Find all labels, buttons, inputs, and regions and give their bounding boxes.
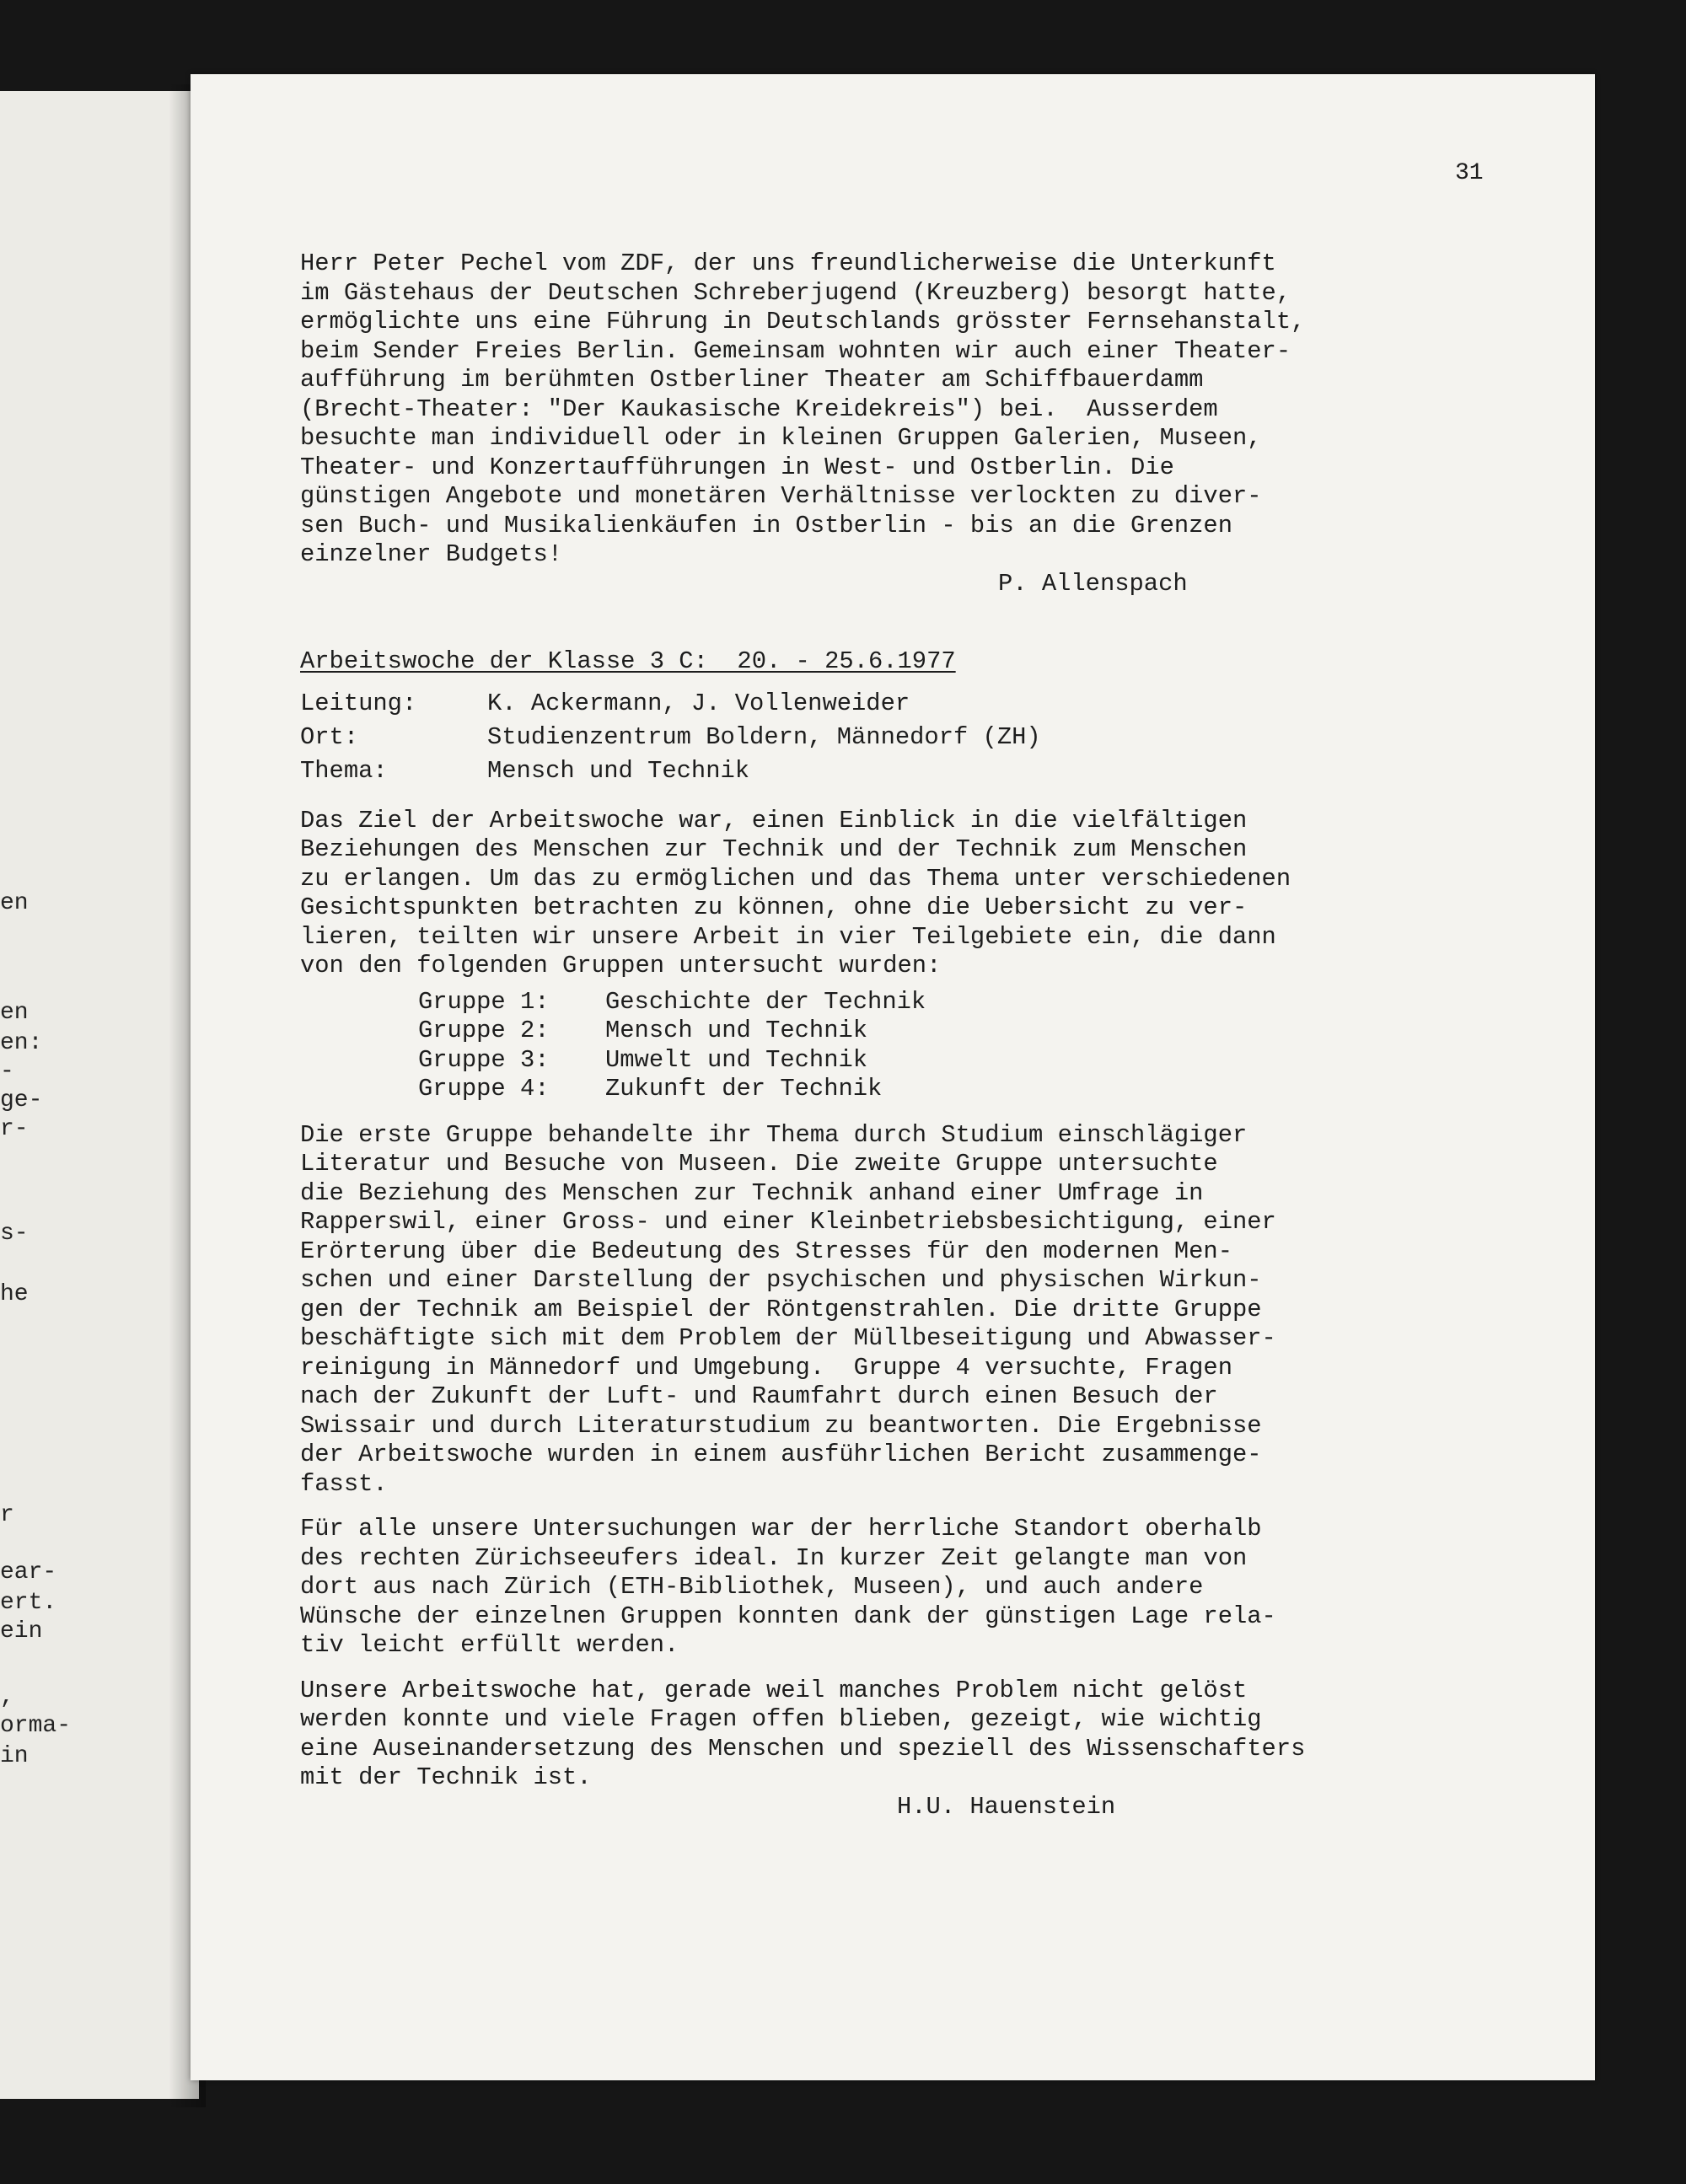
group-item [300, 1046, 1581, 1076]
text-line: Wünsche der einzelnen Gruppen konnten dank der günstigen Lage rela- [300, 1602, 1276, 1630]
text-line: Rapperswil, einer Gross- und einer Kleinbetriebsbesichtigung, einer [300, 1208, 1276, 1236]
text-line: (Brecht-Theater: "Der Kaukasische Kreidekreis") bei. Ausserdem [300, 394, 1218, 423]
groups-summary-paragraph [300, 1121, 1581, 1500]
text-line: eine Auseinandersetzung des Menschen und speziell des Wissenschafters [300, 1734, 1306, 1763]
left-fragment: - [0, 1059, 14, 1085]
signature-hauenstein: H.U. Hauenstein [897, 1792, 1116, 1821]
text-line: gen der Technik am Beispiel der Röntgenstrahlen. Die dritte Gruppe [300, 1295, 1262, 1323]
group-title: Umwelt und Technik [605, 1045, 868, 1074]
left-fragment: ear- [0, 1559, 57, 1586]
text-line: günstigen Angebote und monetären Verhältnisse verlockten zu diver- [300, 482, 1262, 510]
left-fragment: orma- [0, 1713, 72, 1739]
leitung-label: Leitung: [300, 689, 417, 717]
text-line: sen Buch- und Musikalienkäufen in Ostberlin - bis an die Grenzen [300, 511, 1232, 539]
text-line: des rechten Zürichseeufers ideal. In kurzer Zeit gelangte man von [300, 1543, 1248, 1572]
text-line: besuchte man individuell oder in kleinen Gruppen Galerien, Museen, [300, 424, 1262, 452]
text-line: im Gästehaus der Deutschen Schreberjugend (Kreuzberg) besorgt hatte, [300, 278, 1291, 307]
group-title: Zukunft der Technik [605, 1075, 883, 1103]
group-item [300, 1017, 1581, 1046]
left-fragment: ein [0, 1618, 43, 1645]
leitung-row [300, 687, 1581, 721]
text-line: dort aus nach Zürich (ETH-Bibliothek, Museen), und auch andere [300, 1573, 1204, 1601]
text-line: reinigung in Männedorf und Umgebung. Gruppe 4 versuchte, Fragen [300, 1353, 1232, 1382]
page-number: 31 [1455, 160, 1484, 186]
text-line: beim Sender Freies Berlin. Gemeinsam wohnten wir auch einer Theater- [300, 336, 1291, 365]
text-line: beschäftigte sich mit dem Problem der Müllbeseitigung und Abwasser- [300, 1324, 1276, 1352]
text-line: Gesichtspunkten betrachten zu können, ohne die Uebersicht zu ver- [300, 893, 1248, 921]
text-line: von den folgenden Gruppen untersucht wurden: [300, 952, 942, 979]
text-line: Literatur und Besuche von Museen. Die zweite Gruppe untersuchte [300, 1150, 1218, 1178]
text-line: Swissair und durch Literaturstudium zu beantworten. Die Ergebnisse [300, 1411, 1262, 1440]
left-fragment: ge- [0, 1087, 43, 1113]
text-line: Theater- und Konzertaufführungen in West- und Ostberlin. Die [300, 453, 1174, 481]
text-line: Herr Peter Pechel vom ZDF, der uns freundlicherweise die Unterkunft [300, 250, 1276, 277]
thema-value: Mensch und Technik [487, 756, 750, 785]
left-fragment: r [0, 1502, 14, 1528]
group-title: Geschichte der Technik [605, 987, 926, 1016]
text-line: mit der Technik ist. [300, 1763, 592, 1791]
left-fragment: he [0, 1281, 29, 1307]
text-line: zu erlangen. Um das zu ermöglichen und das Thema unter verschiedenen [300, 864, 1291, 893]
ort-row [300, 721, 1581, 754]
signature-allenspach: P. Allenspach [998, 569, 1188, 598]
left-fragment: ert. [0, 1590, 57, 1616]
text-line: Für alle unsere Untersuchungen war der herrliche Standort oberhalb [300, 1515, 1262, 1543]
group-name: Gruppe 3: [418, 1045, 550, 1074]
text-line: Erörterung über die Bedeutung des Stresses für den modernen Men- [300, 1237, 1232, 1265]
document-page [191, 74, 1595, 2080]
left-fragment: en [0, 890, 29, 916]
text-line: Unsere Arbeitswoche hat, gerade weil manches Problem nicht gelöst [300, 1676, 1248, 1704]
left-fragment: r- [0, 1116, 29, 1142]
text-line: werden konnte und viele Fragen offen blieben, gezeigt, wie wichtig [300, 1705, 1262, 1733]
left-fragment: in [0, 1743, 29, 1769]
text-line: der Arbeitswoche wurden in einem ausführlichen Bericht zusammenge- [300, 1441, 1262, 1468]
thema-label: Thema: [300, 756, 388, 785]
report-berlin-paragraph [300, 250, 1581, 570]
text-line: aufführung im berühmten Ostberliner Theater am Schiffbauerdamm [300, 366, 1204, 394]
left-fragment: en: [0, 1030, 43, 1056]
ort-label: Ort: [300, 722, 359, 751]
ort-value: Studienzentrum Boldern, Männedorf (ZH) [487, 722, 1041, 751]
text-line: nach der Zukunft der Luft- und Raumfahrt durch einen Besuch der [300, 1382, 1218, 1410]
group-item [300, 1075, 1581, 1104]
text-line: Die erste Gruppe behandelte ihr Thema durch Studium einschlägiger [300, 1120, 1248, 1149]
page-text [300, 250, 1581, 1822]
closing-paragraph [300, 1677, 1581, 1793]
text-line: lieren, teilten wir unsere Arbeit in vier Teilgebiete ein, die dann [300, 922, 1276, 951]
left-fragment: , [0, 1684, 14, 1710]
text-line: Beziehungen des Menschen zur Technik und der Technik zum Menschen [300, 835, 1248, 863]
leitung-value: K. Ackermann, J. Vollenweider [487, 689, 910, 717]
section-title: Arbeitswoche der Klasse 3 C: 20. - 25.6.1977 [300, 647, 956, 675]
group-title: Mensch und Technik [605, 1017, 868, 1044]
left-fragment: en [0, 1000, 29, 1026]
group-item [300, 988, 1581, 1017]
text-line: einzelner Budgets! [300, 540, 563, 568]
text-line: tiv leicht erfüllt werden. [300, 1631, 679, 1659]
intro-paragraph [300, 807, 1581, 981]
thema-row [300, 754, 1581, 788]
text-line: schen und einer Darstellung der psychischen und physischen Wirkun- [300, 1266, 1262, 1294]
text-line: ermöglichte uns eine Führung in Deutschlands grösster Fernsehanstalt, [300, 308, 1306, 335]
group-list [300, 988, 1581, 1104]
text-line: die Beziehung des Menschen zur Technik anhand einer Umfrage in [300, 1178, 1204, 1207]
group-name: Gruppe 1: [418, 987, 550, 1016]
left-fragment: s- [0, 1221, 29, 1247]
group-name: Gruppe 2: [418, 1017, 550, 1044]
location-paragraph [300, 1515, 1581, 1661]
text-line: fasst. [300, 1469, 388, 1498]
group-name: Gruppe 4: [418, 1075, 550, 1103]
text-line: Das Ziel der Arbeitswoche war, einen Einblick in die vielfältigen [300, 806, 1248, 834]
